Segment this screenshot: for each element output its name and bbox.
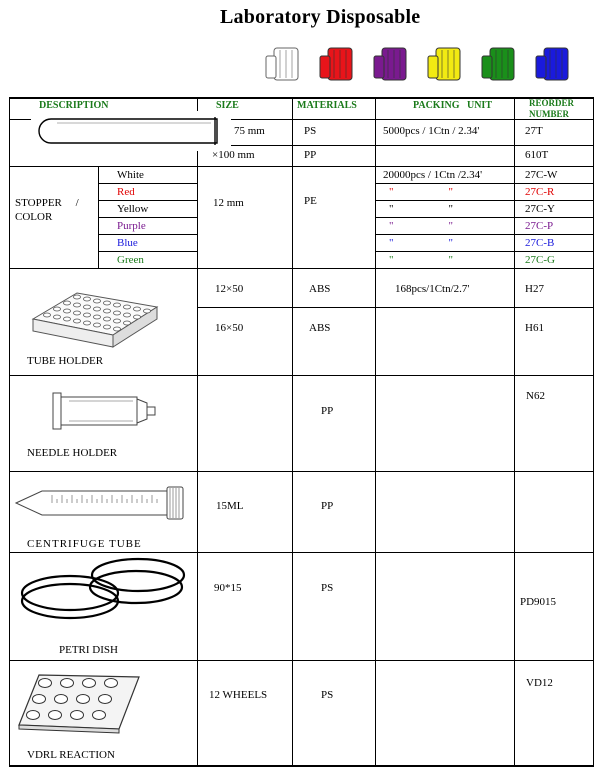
- test-tube-size-2: ×100 mm: [212, 149, 255, 161]
- stopper-reorder-white: 27C-W: [525, 169, 558, 181]
- test-tube-material-1: PS: [304, 125, 317, 137]
- test-tube-image: [31, 111, 231, 151]
- vdrl-size: 12 WHEELS: [209, 689, 268, 701]
- stopper-cap-4: [482, 48, 514, 80]
- petri-dish-reorder: PD9015: [520, 596, 557, 608]
- test-tube-size-1: 75 mm: [234, 125, 265, 137]
- vdrl-label: VDRL REACTION: [27, 749, 115, 761]
- stopper-color-green: Green: [117, 254, 144, 266]
- tube-holder-size-2: 16×50: [215, 322, 244, 334]
- stopper-color-yellow: Yellow: [117, 203, 149, 215]
- stopper-color-purple: Purple: [117, 220, 146, 232]
- stopper-packing-red: " ": [389, 186, 453, 198]
- stopper-packing-blue: " ": [389, 237, 453, 249]
- stopper-packing-yellow: " ": [389, 203, 453, 215]
- stopper-cap-1: [320, 48, 352, 80]
- needle-holder-label: NEEDLE HOLDER: [27, 447, 118, 459]
- stopper-cap-3: [428, 48, 460, 80]
- test-tube-material-2: PP: [304, 149, 317, 161]
- stopper-reorder-purple: 27C-P: [525, 220, 554, 232]
- stopper-caps-image: [262, 44, 592, 84]
- header-number: NUMBER: [529, 109, 569, 119]
- tube-holder-size-1: 12×50: [215, 283, 244, 295]
- header-packing-unit: PACKING UNIT: [413, 100, 492, 111]
- needle-holder-image: [49, 387, 159, 437]
- stopper-label-2: COLOR: [15, 211, 53, 223]
- tube-holder-material-2: ABS: [309, 322, 331, 334]
- header-materials: MATERIALS: [297, 100, 357, 111]
- tube-holder-label: TUBE HOLDER: [27, 355, 104, 367]
- stopper-label-1: STOPPER /: [15, 197, 79, 209]
- stopper-material: PE: [304, 195, 317, 207]
- stopper-color-blue: Blue: [117, 237, 138, 249]
- stopper-reorder-yellow: 27C-Y: [525, 203, 555, 215]
- needle-holder-reorder: N62: [526, 390, 545, 402]
- vdrl-plate-image: [15, 669, 143, 737]
- vdrl-material: PS: [321, 689, 334, 701]
- centrifuge-tube-material: PP: [321, 500, 334, 512]
- stopper-reorder-green: 27C-G: [525, 254, 555, 266]
- test-tube-reorder-2: 610T: [525, 149, 549, 161]
- centrifuge-tube-size: 15ML: [216, 500, 244, 512]
- header-size: SIZE: [216, 100, 239, 111]
- stopper-color-red: Red: [117, 186, 135, 198]
- needle-holder-material: PP: [321, 405, 334, 417]
- header-description: DESCRIPTION: [39, 100, 109, 111]
- page-title: Laboratory Disposable: [220, 6, 421, 28]
- stopper-packing-purple: " ": [389, 220, 453, 232]
- tube-holder-reorder-2: H61: [525, 322, 544, 334]
- stopper-cap-5: [536, 48, 568, 80]
- stopper-cap-0: [266, 48, 298, 80]
- petri-dish-material: PS: [321, 582, 334, 594]
- vdrl-reorder: VD12: [526, 677, 553, 689]
- tube-holder-reorder-1: H27: [525, 283, 544, 295]
- stopper-reorder-blue: 27C-B: [525, 237, 555, 249]
- petri-dish-image: [12, 553, 190, 638]
- stopper-packing-white: 20000pcs / 1Ctn /2.34': [383, 169, 483, 181]
- tube-holder-material-1: ABS: [309, 283, 331, 295]
- stopper-cap-2: [374, 48, 406, 80]
- stopper-color-white: White: [117, 169, 144, 181]
- product-table: [9, 97, 594, 767]
- petri-dish-label: PETRI DISH: [59, 644, 118, 656]
- stopper-reorder-red: 27C-R: [525, 186, 555, 198]
- centrifuge-tube-image: [12, 483, 187, 523]
- stopper-packing-green: " ": [389, 254, 453, 266]
- stopper-size: 12 mm: [213, 197, 244, 209]
- header-reorder: REORDER: [529, 98, 575, 108]
- centrifuge-tube-label: CENTRIFUGE TUBE: [27, 538, 142, 550]
- petri-dish-size: 90*15: [214, 582, 242, 594]
- tube-holder-image: [29, 285, 159, 350]
- test-tube-packing-1: 5000pcs / 1Ctn / 2.34': [383, 125, 480, 137]
- tube-holder-packing-1: 168pcs/1Ctn/2.7': [395, 283, 470, 295]
- test-tube-reorder-1: 27T: [525, 125, 543, 137]
